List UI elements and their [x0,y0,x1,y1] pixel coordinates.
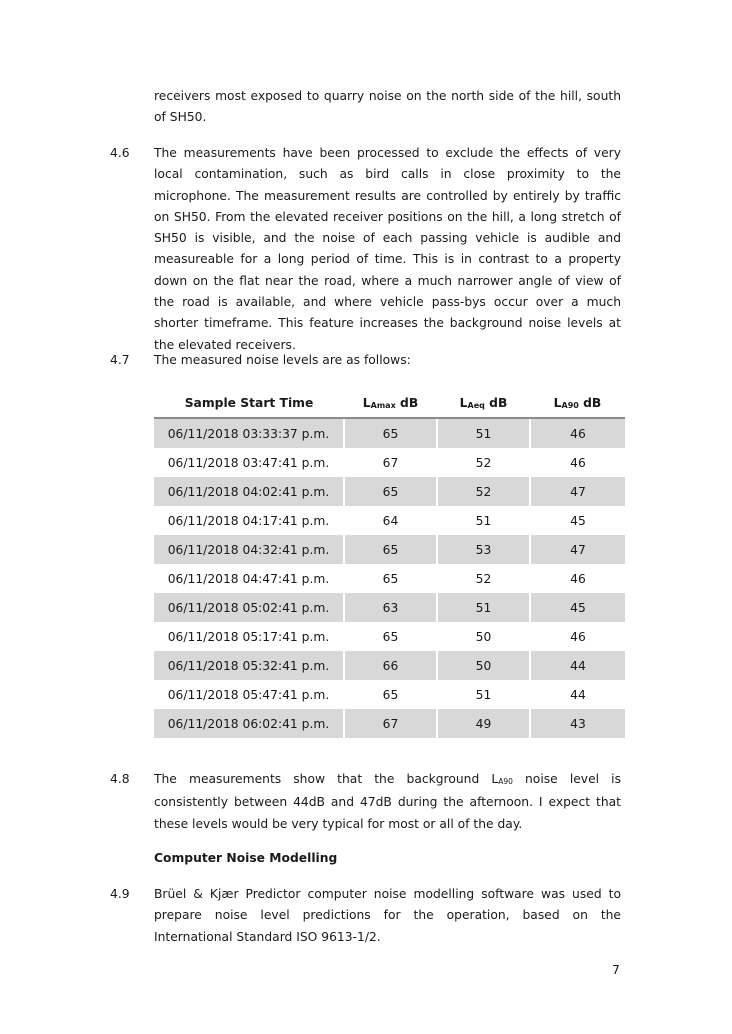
table-cell: 06/11/2018 04:17:41 p.m. [154,506,344,535]
paragraph-text: The measurements show that the background LA90 noise level is consistently between 44dB and 47dB during the afternoon. I expect that these levels would be very typical for most or all of the day. [154,772,621,831]
paragraph-text: The measurements have been processed to exclude the effects of very local contamination, such as bird calls in close proximity to the microphone. The measurement results are controlled by entirely by traffic on SH50. From the elevated receiver positions on the hill, a long stretch of SH50 is visible, and the noise of each passing vehicle is audible and measureable for a long period of time. This is in contrast to a property down on the flat near the road, where a much narrower angle of view of the road is available, and where vehicle pass-bys occur over a much shorter timeframe. This feature increases the background noise levels at the elevated receivers. [154,146,621,352]
table-cell: 06/11/2018 03:33:37 p.m. [154,418,344,448]
table-cell: 47 [530,477,625,506]
table-cell: 06/11/2018 04:47:41 p.m. [154,564,344,593]
table-row [154,418,625,448]
table-header-row [154,389,625,418]
table-cell: 65 [344,418,437,448]
header-sample-start-time: Sample Start Time [154,389,344,418]
table-cell: 06/11/2018 05:17:41 p.m. [154,622,344,651]
table-row [154,680,625,709]
table-cell: 52 [437,564,530,593]
table-cell: 66 [344,651,437,680]
table-cell: 06/11/2018 03:47:41 p.m. [154,448,344,477]
table-cell: 45 [570,513,586,528]
table-cell: 06/11/2018 06:02:41 p.m. [154,709,344,738]
table-row [154,651,625,680]
page-number: 7 [612,963,620,977]
table-cell: 06/11/2018 04:32:41 p.m. [154,535,344,564]
header-la90: $L_{A90}$ dB [530,389,625,418]
table-cell: 06/11/2018 05:02:41 p.m. [154,593,344,622]
paragraph-text: receivers most exposed to quarry noise on the north side of the hill, south of SH50. [154,89,621,125]
table-cell: 44 [530,651,625,680]
table-cell: 51 [437,680,530,709]
table-cell: 65 [344,680,437,709]
table-row [154,709,625,738]
table-cell: 51 [437,418,530,448]
table-cell: 53 [437,535,530,564]
table-cell: 65 [344,535,437,564]
table-cell: 46 [570,571,586,586]
table-cell: 06/11/2018 05:47:41 p.m. [154,680,344,709]
table-cell: 64 [344,506,437,535]
table-row [154,622,625,651]
table-cell: 06/11/2018 05:32:41 p.m. [154,651,344,680]
table-row [154,448,625,477]
table-cell: 52 [437,448,530,477]
paragraph-number: 4.6 [110,146,130,160]
table-cell: 67 [344,709,437,738]
noise-levels-table [154,389,625,738]
table-row [154,477,625,506]
table-cell: 46 [570,629,586,644]
paragraph-text: Brüel & Kjær Predictor computer noise modelling software was used to prepare noise level predictions for the operation, based on the International Standard ISO 9613-1/2. [154,887,621,944]
table-cell: 51 [437,506,530,535]
paragraph-number: 4.7 [110,353,130,367]
table-row [154,593,625,622]
paragraph-number: 4.8 [110,772,130,786]
table-row [154,506,625,535]
table-row [154,564,625,593]
table-row [154,535,625,564]
table-cell: 65 [344,564,437,593]
table-cell: 47 [530,535,625,564]
table-cell: 65 [344,477,437,506]
header-lamax: $L_{Amax}$ dB [344,389,437,418]
table-cell: 46 [530,418,625,448]
table-cell: 43 [530,709,625,738]
la90-subscript: A90 [498,777,513,786]
table-cell: 52 [437,477,530,506]
table-cell: 45 [530,593,625,622]
table-cell: 67 [344,448,437,477]
table-cell: 44 [570,687,586,702]
paragraph-text: The measured noise levels are as follows: [154,353,411,367]
paragraph-number: 4.9 [110,887,130,901]
table-cell: 50 [437,622,530,651]
table-cell: 65 [344,622,437,651]
table-cell: 49 [437,709,530,738]
table-cell: 51 [437,593,530,622]
table-cell: 50 [437,651,530,680]
table-cell: 63 [344,593,437,622]
section-heading: Computer Noise Modelling [154,851,338,865]
header-laeq: $L_{Aeq}$ dB [437,389,530,418]
table-cell: 46 [570,455,586,470]
table-cell: 06/11/2018 04:02:41 p.m. [154,477,344,506]
